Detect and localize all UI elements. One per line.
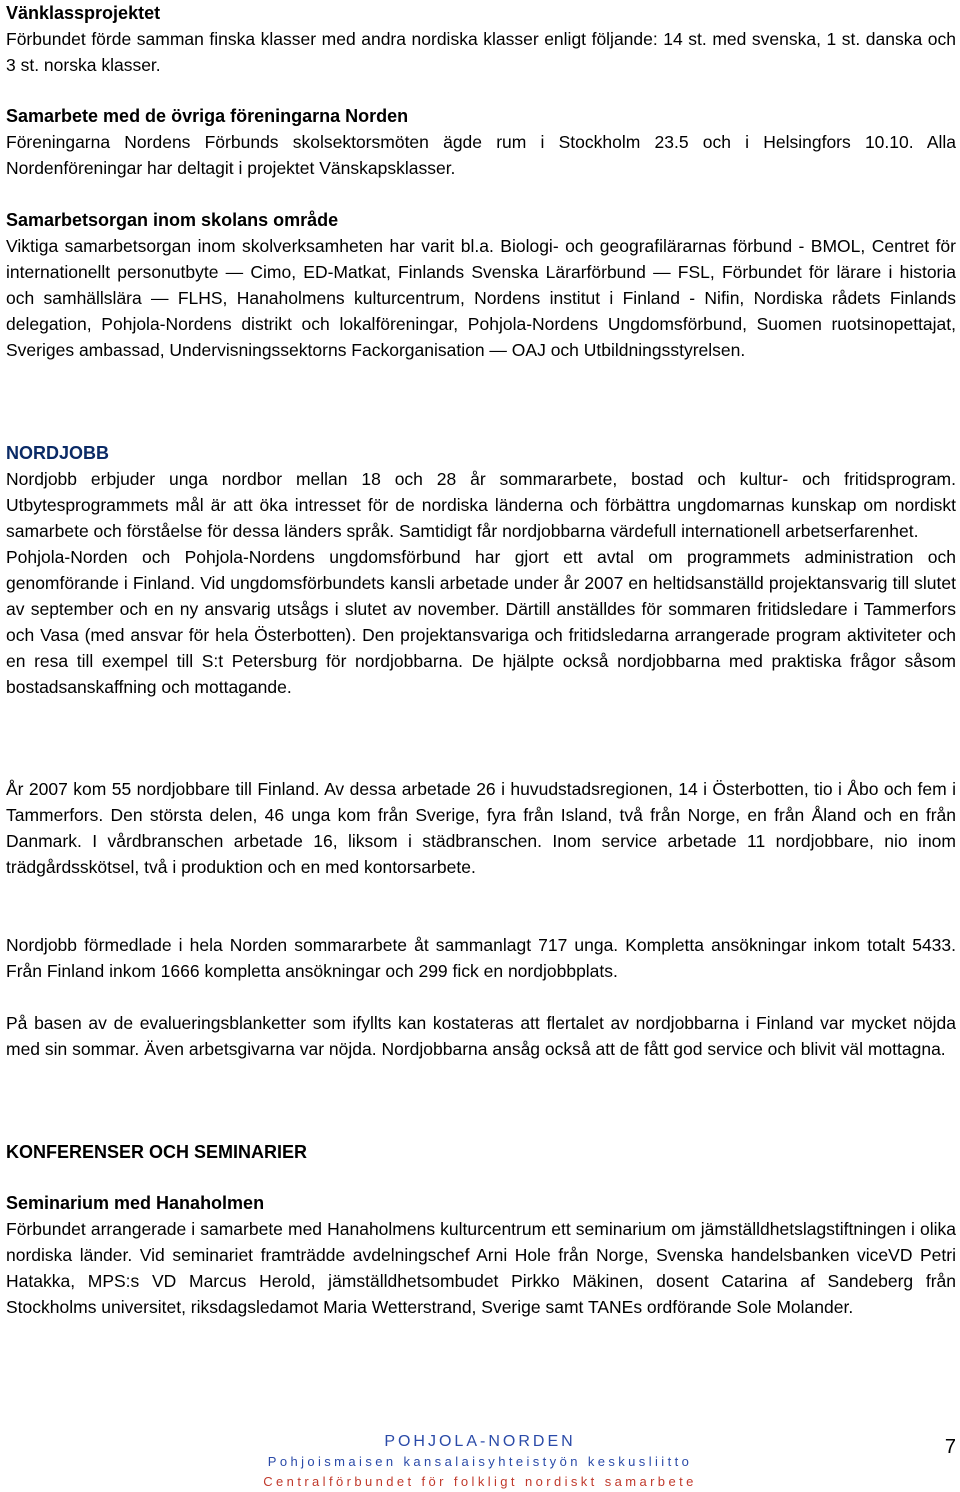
heading-konferenser: KONFERENSER OCH SEMINARIER	[6, 1142, 308, 1162]
paragraph-samarbetsorgan: Viktiga samarbetsorgan inom skolverksamheten har varit bl.a. Biologi- och geografilärarnas förbund - BMOL, Centret för internationellt personutbyte — Cimo, ED-Matkat, Finlands Svenska Lärarförbund — FSL, Förbundet för lärare i historia och samhällslära — FLHS, Hanaholmens kulturcentrum, Nordens institut i Finland - Nifin, Nordiska rådets Finlands delegation, Pohjola-Nordens distrikt och lokalföreningar, Pohjola-Nordens Ungdomsförbund, Suomen ruotsinopettajat, Sveriges ambassad, Undervisningssektorns Fackorganisation — OAJ och Utbildningsstyrelsen.	[6, 236, 956, 360]
paragraph-nordjobb-2007: År 2007 kom 55 nordjobbare till Finland. Av dessa arbetade 26 i huvudstadsregionen, 14 i Österbotten, tio i Åbo och fem i Tammerfors. Den största delen, 46 unga kom från Sverige, fyra från Island, två från Norge, en från Åland och en från Danmark. I vårdbranschen arbetade 16, liksom i städbranschen. Inom service arbetade 11 nordjobbare, nio inom trädgårdsskötsel, två i produktion och en med kontorsarbete.	[6, 779, 956, 877]
paragraph-nordjobb-stats: Nordjobb förmedlade i hela Norden sommararbete åt sammanlagt 717 unga. Kompletta ansökningar inkom totalt 5433. Från Finland inkom 1666 kompletta ansökningar och 299 fick en nordjobbplats.	[6, 935, 956, 981]
paragraph-nordjobb-intro: Nordjobb erbjuder unga nordbor mellan 18 och 28 år sommararbete, bostad och kultur- och fritidsprogram. Utbytesprogrammets mål är att öka intresset för de nordiska länderna och förbättra ungdomarnas kunskap om nordiskt samarbete och förståelse för dessa länders språk. Samtidigt får nordjobbarna värdefull internationell arbetserfarenhet.	[6, 469, 956, 541]
section-vanklass	[6, 0, 956, 78]
paragraph-nordjobb-eval: På basen av de evalueringsblanketter som ifyllts kan kostateras att flertalet av nordjobbarna i Finland var mycket nöjda med sin sommar. Även arbetsgivarna var nöjda. Nordjobbarna ansåg också att de fått god service och blivit väl mottagna.	[6, 1013, 956, 1059]
heading-samarbete: Samarbete med de övriga föreningarna Norden	[6, 106, 409, 126]
paragraph-vanklass: Förbundet förde samman finska klasser med andra nordiska klasser enligt följande: 14 st. med svenska, 1 st. danska och 3 st. norska klasser.	[6, 29, 956, 75]
section-seminarium	[6, 1190, 956, 1320]
footer-org: POHJOLA-NORDEN	[384, 1433, 576, 1450]
footer-line-finnish: Pohjoismaisen kansalaisyhteistyön keskusliitto	[267, 1454, 693, 1469]
section-samarbete	[6, 103, 956, 181]
paragraph-seminarium: Förbundet arrangerade i samarbete med Hanaholmens kulturcentrum ett seminarium om jämställdhetslagstiftningen i olika nordiska länder. Vid seminariet framträdde avdelningschef Arni Hole från Norge, Svenska handelsbanken viceVD Petri Hatakka, MPS:s VD Marcus Herold, jämställdhetsombudet Pirkko Mäkinen, dosent Catarina af Sandeberg från Stockholms universitet, riksdagsledamot Maria Wetterstrand, Sverige samt TANEs ordförande Sole Molander.	[6, 1219, 956, 1317]
section-nordjobb	[6, 440, 956, 700]
section-nordjobb-stats	[6, 932, 956, 984]
section-nordjobb-eval	[6, 1010, 956, 1062]
section-nordjobb-2007	[6, 776, 956, 880]
section-konferenser	[6, 1139, 307, 1165]
heading-samarbetsorgan: Samarbetsorgan inom skolans område	[6, 210, 339, 230]
heading-vanklass: Vänklassprojektet	[6, 3, 161, 23]
heading-nordjobb: NORDJOBB	[6, 443, 110, 463]
paragraph-nordjobb-admin: Pohjola-Norden och Pohjola-Nordens ungdomsförbund har gjort ett avtal om programmets administration och genomförande i Finland. Vid ungdomsförbundets kansli arbetade under år 2007 en heltidsanställd projektansvarig till slutet av september och en ny ansvarig utsågs i slutet av november. Därtill anställdes för sommaren fritidsledare i Tammerfors och Vasa (med ansvar för hela Österbotten). Den projektansvariga och fritidsledarna arrangerade program aktiviteter och en resa till exempel till S:t Petersburg för nordjobbarna. De hjälpte också nordjobbarna med praktiska frågor såsom bostadsanskaffning och mottagande.	[6, 547, 956, 697]
footer-line-swedish: Centralförbundet för folkligt nordiskt samarbete	[263, 1474, 697, 1489]
page-number: 7	[944, 1436, 956, 1458]
page-footer	[0, 1432, 960, 1492]
heading-seminarium: Seminarium med Hanaholmen	[6, 1193, 265, 1213]
paragraph-samarbete: Föreningarna Nordens Förbunds skolsektorsmöten ägde rum i Stockholm 23.5 och i Helsingfors 10.10. Alla Nordenföreningar har deltagit i projektet Vänskapsklasser.	[6, 132, 956, 178]
section-samarbetsorgan	[6, 207, 956, 363]
